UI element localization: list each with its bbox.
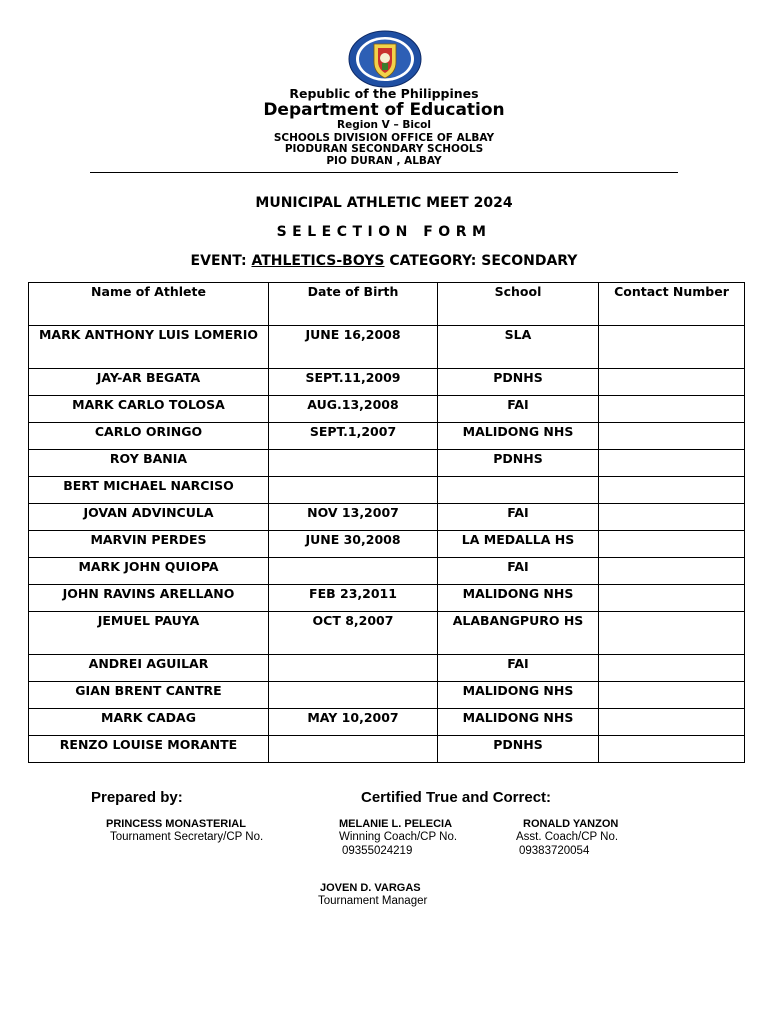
signatory-phone: 09383720054 [519, 845, 590, 857]
table-row [29, 736, 745, 763]
contact-cell [599, 369, 745, 396]
dob-cell: SEPT.1,2007 [269, 423, 438, 450]
school-cell: FAI [438, 558, 599, 585]
table-row [29, 612, 745, 655]
dob-cell: MAY 10,2007 [269, 709, 438, 736]
school-cell: PDNHS [438, 736, 599, 763]
table-row [29, 396, 745, 423]
athlete-name-cell: MARK ANTHONY LUIS LOMERIO [29, 326, 269, 369]
header-name: Name of Athlete [29, 283, 269, 326]
contact-cell [599, 709, 745, 736]
header-divider [90, 172, 678, 173]
athlete-name-cell: JEMUEL PAUYA [29, 612, 269, 655]
contact-cell [599, 736, 745, 763]
signatory-phone: 09355024219 [342, 845, 413, 857]
school-cell: ALABANGPURO HS [438, 612, 599, 655]
school-cell: PDNHS [438, 450, 599, 477]
school-cell: MALIDONG NHS [438, 423, 599, 450]
signatory-name: JOVEN D. VARGAS [320, 882, 421, 894]
table-row [29, 423, 745, 450]
dob-cell: FEB 23,2011 [269, 585, 438, 612]
school-cell: FAI [438, 504, 599, 531]
contact-cell [599, 326, 745, 369]
school-line: PIODURAN SECONDARY SCHOOLS [284, 143, 484, 155]
event-value: ATHLETICS-BOYS [251, 253, 385, 269]
signatory-role: Tournament Manager [318, 895, 428, 907]
dob-cell [269, 682, 438, 709]
table-row [29, 326, 745, 369]
event-line [0, 253, 768, 269]
dob-cell [269, 736, 438, 763]
table-row [29, 477, 745, 504]
school-cell: FAI [438, 396, 599, 423]
dob-cell: OCT 8,2007 [269, 612, 438, 655]
signatory-name: MELANIE L. PELECIA [339, 818, 453, 830]
dob-cell: NOV 13,2007 [269, 504, 438, 531]
athlete-name-cell: JOVAN ADVINCULA [29, 504, 269, 531]
division-line: SCHOOLS DIVISION OFFICE OF ALBAY [273, 132, 495, 144]
table-row [29, 682, 745, 709]
signatory-role: Asst. Coach/CP No. [516, 831, 619, 843]
town-line: PIO DURAN , ALBAY [326, 155, 442, 167]
athlete-name-cell: BERT MICHAEL NARCISO [29, 477, 269, 504]
category-label: CATEGORY: SECONDARY [389, 253, 578, 269]
certified-label: Certified True and Correct: [361, 789, 552, 806]
school-cell: MALIDONG NHS [438, 682, 599, 709]
header-contact: Contact Number [599, 283, 745, 326]
athlete-name-cell: MARK JOHN QUIOPA [29, 558, 269, 585]
contact-cell [599, 504, 745, 531]
form-title: SELECTION FORM [276, 224, 492, 240]
school-cell: MALIDONG NHS [438, 709, 599, 736]
dob-cell: JUNE 30,2008 [269, 531, 438, 558]
meet-title: MUNICIPAL ATHLETIC MEET 2024 [255, 195, 513, 211]
table-row [29, 504, 745, 531]
contact-cell [599, 558, 745, 585]
dob-cell: JUNE 16,2008 [269, 326, 438, 369]
contact-cell [599, 531, 745, 558]
header-school: School [438, 283, 599, 326]
signatory-name: RONALD YANZON [523, 818, 619, 830]
athlete-name-cell: JAY-AR BEGATA [29, 369, 269, 396]
table-row [29, 709, 745, 736]
signatory-role: Tournament Secretary/CP No. [110, 831, 264, 843]
athlete-name-cell: CARLO ORINGO [29, 423, 269, 450]
contact-cell [599, 612, 745, 655]
event-label: EVENT: [190, 253, 247, 269]
contact-cell [599, 450, 745, 477]
school-cell: FAI [438, 655, 599, 682]
prepared-by-label: Prepared by: [91, 789, 183, 806]
contact-cell [599, 655, 745, 682]
region-line: Region V – Bicol [337, 119, 431, 131]
athlete-name-cell: MARK CARLO TOLOSA [29, 396, 269, 423]
deped-seal-logo [348, 30, 422, 88]
school-cell: MALIDONG NHS [438, 585, 599, 612]
contact-cell [599, 396, 745, 423]
school-cell: SLA [438, 326, 599, 369]
athlete-name-cell: ANDREI AGUILAR [29, 655, 269, 682]
school-cell: PDNHS [438, 369, 599, 396]
school-cell: LA MEDALLA HS [438, 531, 599, 558]
athlete-name-cell: MARK CADAG [29, 709, 269, 736]
table-header-row [29, 283, 745, 326]
athlete-name-cell: RENZO LOUISE MORANTE [29, 736, 269, 763]
header-dob: Date of Birth [269, 283, 438, 326]
athlete-name-cell: JOHN RAVINS ARELLANO [29, 585, 269, 612]
athlete-name-cell: MARVIN PERDES [29, 531, 269, 558]
table-row [29, 531, 745, 558]
dob-cell [269, 655, 438, 682]
dob-cell [269, 558, 438, 585]
contact-cell [599, 423, 745, 450]
signatory-role: Winning Coach/CP No. [339, 831, 458, 843]
school-cell [438, 477, 599, 504]
table-row [29, 450, 745, 477]
table-row [29, 369, 745, 396]
dob-cell: SEPT.11,2009 [269, 369, 438, 396]
table-row [29, 585, 745, 612]
dob-cell [269, 477, 438, 504]
athlete-name-cell: GIAN BRENT CANTRE [29, 682, 269, 709]
contact-cell [599, 682, 745, 709]
contact-cell [599, 585, 745, 612]
dob-cell [269, 450, 438, 477]
contact-cell [599, 477, 745, 504]
table-row [29, 558, 745, 585]
athlete-name-cell: ROY BANIA [29, 450, 269, 477]
athlete-table [28, 282, 745, 763]
republic-heading: Republic of the Philippines [289, 86, 479, 101]
signatory-name: PRINCESS MONASTERIAL [106, 818, 246, 830]
table-row [29, 655, 745, 682]
department-heading: Department of Education [263, 100, 505, 120]
dob-cell: AUG.13,2008 [269, 396, 438, 423]
